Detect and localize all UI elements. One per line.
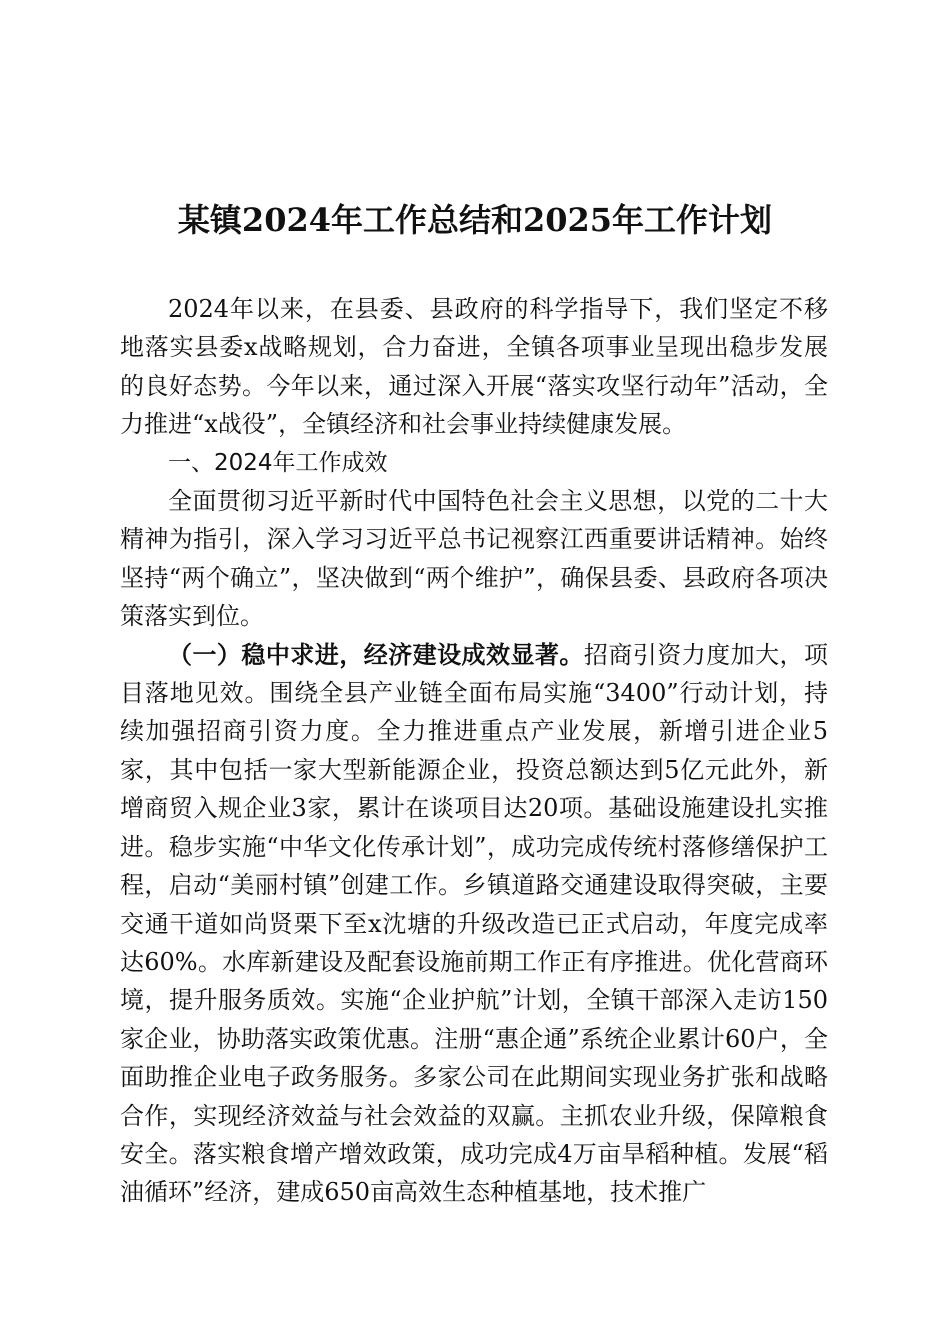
document-title: 某镇2024年工作总结和2025年工作计划 [177,201,773,239]
intro-paragraph: 2024年以来，在县委、县政府的科学指导下，我们坚定不移地落实县委x战略规划，合力奋进，全镇各项事业呈现出稳步发展的良好态势。今年以来，通过深入开展“落实攻坚行动年”活动，全力推进“x战役”，全镇经济和社会事业持续健康发展。 [120,295,828,439]
section-paragraph: 全面贯彻习近平新时代中国特色社会主义思想，以党的二十大精神为指引，深入学习习近平总书记视察江西重要讲话精神。始终坚持“两个确立”，坚决做到“两个维护”，确保县委、县政府各项决策落实到位。 [120,487,828,631]
subsection-lead: （一）稳中求进，经济建设成效显著。 [168,639,584,669]
subsection-body: 招商引资力度加大，项目落地见效。围绕全县产业链全面布局实施“3400”行动计划，持续加强招商引资力度。全力推进重点产业发展，新增引进企业5家，其中包括一家大型新能源企业，投资总额达到5亿元此外，新增商贸入规企业3家，累计在谈项目达20项。基础设施建设扎实推进。稳步实施“中华文化传承计划”，成功完成传统村落修缮保护工程，启动“美丽村镇”创建工作。乡镇道路交通建设取得突破，主要交通干道如尚贤栗下至x沈塘的升级改造已正式启动，年度完成率达60%。水库新建设及配套设施前期工作正有序推进。优化营商环境，提升服务质效。实施“企业护航”计划，全镇干部深入走访150家企业，协助落实政策优惠。注册“惠企通”系统企业累计60户，全面助推企业电子政务服务。多家公司在此期间实现业务扩张和战略合作，实现经济效益与社会效益的双赢。主抓农业升级，保障粮食安全。落实粮食增产增效政策，成功完成4万亩旱稻种植。发展“稻油循环”经济，建成650亩高效生态种植基地，技术推广 [120,640,829,1207]
subsection-paragraph [120,636,828,1212]
section-heading: 一、2024年工作成效 [168,449,388,476]
document-body [120,290,828,1212]
